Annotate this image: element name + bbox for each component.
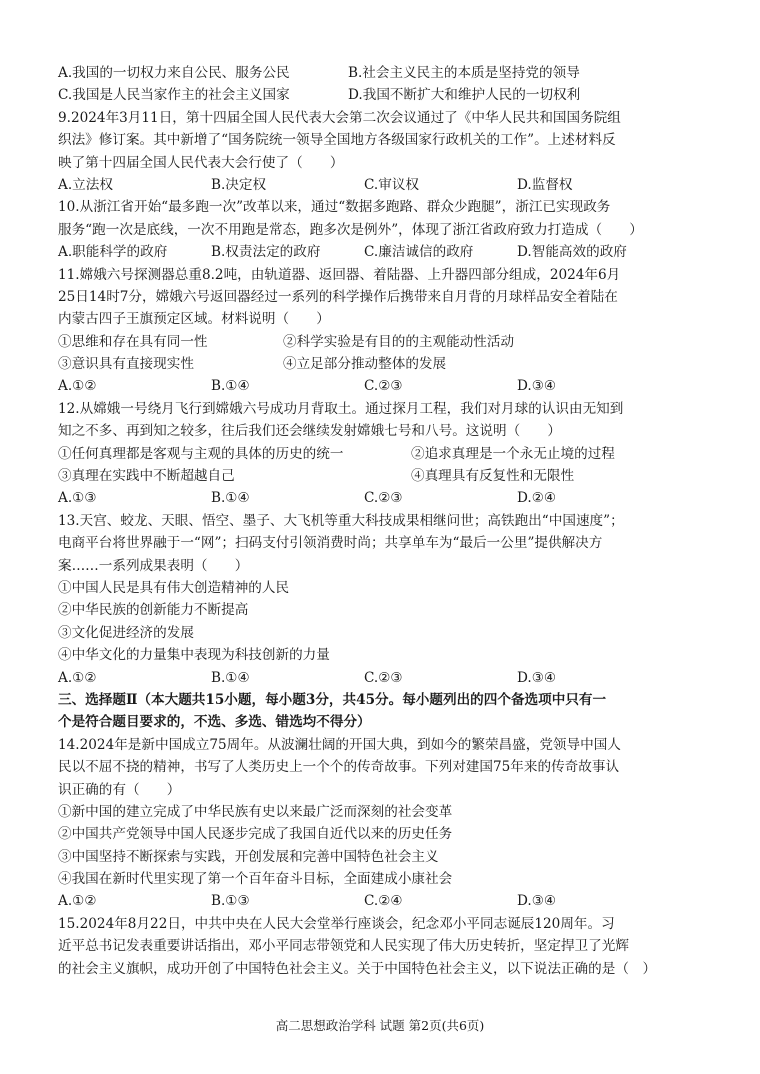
q13-item-1: ①中国人民是具有伟大创造精神的人民 bbox=[58, 579, 290, 596]
q9-option-a: A.立法权 bbox=[58, 176, 113, 193]
q10-option-b: B.权责法定的政府 bbox=[211, 244, 321, 261]
q13-option-d: D.③④ bbox=[517, 669, 557, 686]
q12-item-1: ①任何真理都是客观与主观的具体的历史的统一 bbox=[58, 445, 344, 462]
q13-stem-line: 电商平台将世界融于一“网”；扫码支付引领消费时尚；共享单车为“最后一公里”提供解决方 bbox=[58, 535, 603, 552]
q9-stem-line: 织法》修订案。其中新增了“国务院统一领导全国地方各级国家行政机关的工作”。上述材料反 bbox=[58, 132, 616, 149]
q14-item-2: ②中国共产党领导中国人民逐步完成了我国自近代以来的历史任务 bbox=[58, 826, 453, 843]
q11-option-c: C.②③ bbox=[364, 378, 403, 395]
q12-items-row2 bbox=[58, 465, 710, 487]
q9-stem-line: 9.2024年3月11日，第十四届全国人民代表大会第二次会议通过了《中华人民共和国国务院组 bbox=[58, 109, 621, 126]
q10-options bbox=[58, 241, 710, 263]
q11-item-2: ②科学实验是有目的的主观能动性活动 bbox=[283, 333, 515, 350]
section-heading: 个是符合题目要求的，不选、多选、错选均不得分） bbox=[58, 714, 371, 731]
q11-stem-line: 内蒙古四子王旗预定区域。材料说明（ ） bbox=[58, 311, 330, 328]
q8-option-c: C.我国是人民当家作主的社会主义国家 bbox=[58, 87, 290, 104]
q14-option-d: D.③④ bbox=[517, 893, 557, 910]
q12-option-d: D.②④ bbox=[517, 490, 557, 507]
q12-option-b: B.①④ bbox=[211, 490, 250, 507]
q10-option-d: D.智能高效的政府 bbox=[517, 244, 627, 261]
q13-stem-line: 13.天宫、蛟龙、天眼、悟空、墨子、大飞机等重大科技成果相继问世；高铁跑出“中国速度”； bbox=[58, 512, 624, 529]
q14-stem-line: 民以不屈不挠的精神，书写了人类历史上一个个的传奇故事。下列对建国75年来的传奇故事认 bbox=[58, 759, 620, 776]
q11-options bbox=[58, 375, 710, 397]
q14-option-a: A.①② bbox=[58, 893, 97, 910]
q8-option-d: D.我国不断扩大和维护人民的一切权利 bbox=[348, 87, 581, 104]
page-footer: 高二思想政治学科 试题 第2页(共6页) bbox=[275, 1018, 485, 1033]
section-heading: 三、选择题Ⅱ（本大题共15小题，每小题3分，共45分。每小题列出的四个备选项中只有一 bbox=[58, 691, 607, 708]
q14-option-c: C.②④ bbox=[364, 893, 403, 910]
q12-item-4: ④真理具有反复性和无限性 bbox=[411, 468, 575, 485]
q12-item-2: ②追求真理是一个永无止境的过程 bbox=[411, 445, 615, 462]
q14-item-1: ①新中国的建立完成了中华民族有史以来最广泛而深刻的社会变革 bbox=[58, 803, 453, 820]
q8-options-row2 bbox=[58, 84, 710, 106]
q14-item-4: ④我国在新时代里实现了第一个百年奋斗目标，全面建成小康社会 bbox=[58, 871, 453, 888]
q13-item-3: ③文化促进经济的发展 bbox=[58, 624, 194, 641]
q15-stem-line: 的社会主义旗帜，成功开创了中国特色社会主义。关于中国特色社会主义，以下说法正确的是（ ） bbox=[58, 960, 657, 977]
q8-option-a: A.我国的一切权力来自公民、服务公民 bbox=[58, 65, 290, 81]
q9-option-c: C.审议权 bbox=[364, 176, 420, 193]
q14-options bbox=[58, 890, 710, 912]
q13-item-2: ②中华民族的创新能力不断提高 bbox=[58, 602, 249, 619]
q13-options bbox=[58, 667, 710, 689]
q11-items-row1 bbox=[58, 331, 710, 353]
q12-option-a: A.①③ bbox=[58, 490, 97, 507]
q9-stem-line: 映了第十四届全国人民代表大会行使了（ ） bbox=[58, 154, 344, 171]
q9-option-b: B.决定权 bbox=[211, 176, 267, 193]
q14-option-b: B.①③ bbox=[211, 893, 250, 910]
q14-stem-line: 14.2024年是新中国成立75周年。从波澜壮阔的开国大典，到如今的繁荣昌盛，党领导中国人 bbox=[58, 736, 621, 753]
q8-options-row1 bbox=[58, 62, 710, 84]
q14-item-3: ③中国坚持不断探索与实践，开创发展和完善中国特色社会主义 bbox=[58, 848, 439, 865]
q10-option-a: A.职能科学的政府 bbox=[58, 244, 168, 261]
q13-item-4: ④中华文化的力量集中表现为科技创新的力量 bbox=[58, 647, 330, 664]
q11-option-a: A.①② bbox=[58, 378, 97, 395]
q10-stem-line: 10.从浙江省开始“最多跑一次”改革以来，通过“数据多跑路、群众少跑腿”，浙江已实现政务 bbox=[58, 199, 611, 216]
q12-item-3: ③真理在实践中不断超越自己 bbox=[58, 468, 235, 485]
q11-stem-line: 11.嫦娥六号探测器总重8.2吨，由轨道器、返回器、着陆器、上升器四部分组成，2024年6月 bbox=[58, 266, 621, 283]
q9-option-d: D.监督权 bbox=[517, 176, 573, 193]
q12-option-c: C.②③ bbox=[364, 490, 403, 507]
q15-stem-line: 近平总书记发表重要讲话指出，邓小平同志带领党和人民实现了伟大历史转折，坚定捍卫了光辉 bbox=[58, 938, 629, 955]
q14-stem-line: 识正确的有（ ） bbox=[58, 781, 181, 798]
q10-stem-line: 服务“跑一次是底线，一次不用跑是常态，跑多次是例外”，体现了浙江省政府致力打造成（ ） bbox=[58, 221, 643, 238]
q12-stem-line: 知之不多、再到知之较多，往后我们还会继续发射嫦娥七号和八号。这说明（ ） bbox=[58, 423, 561, 440]
q11-item-1: ①思维和存在具有同一性 bbox=[58, 333, 208, 350]
q8-option-b: B.社会主义民主的本质是坚持党的领导 bbox=[348, 65, 580, 81]
q12-stem-line: 12.从嫦娥一号绕月飞行到嫦娥六号成功月背取土。通过探月工程，我们对月球的认识由无知到 bbox=[58, 400, 624, 417]
q10-option-c: C.廉洁诚信的政府 bbox=[364, 244, 474, 261]
q13-stem-line: 案……一系列成果表明（ ） bbox=[58, 557, 249, 574]
q12-items-row1 bbox=[58, 443, 710, 465]
q15-stem-line: 15.2024年8月22日，中共中央在人民大会堂举行座谈会，纪念邓小平同志诞辰120周年。习 bbox=[58, 915, 615, 932]
q11-item-3: ③意识具有直接现实性 bbox=[58, 356, 194, 373]
q13-option-b: B.①④ bbox=[211, 669, 250, 686]
exam-page bbox=[58, 62, 710, 980]
q11-stem-line: 25日14时7分，嫦娥六号返回器经过一系列的科学操作后携带来自月背的月球样品安全着陆在 bbox=[58, 288, 618, 305]
q11-option-d: D.③④ bbox=[517, 378, 557, 395]
q11-item-4: ④立足部分推动整体的发展 bbox=[283, 356, 447, 373]
q11-option-b: B.①④ bbox=[211, 378, 250, 395]
q12-options bbox=[58, 487, 710, 509]
q9-options bbox=[58, 174, 710, 196]
q13-option-a: A.①② bbox=[58, 669, 97, 686]
q13-option-c: C.②③ bbox=[364, 669, 403, 686]
q11-items-row2 bbox=[58, 353, 710, 375]
